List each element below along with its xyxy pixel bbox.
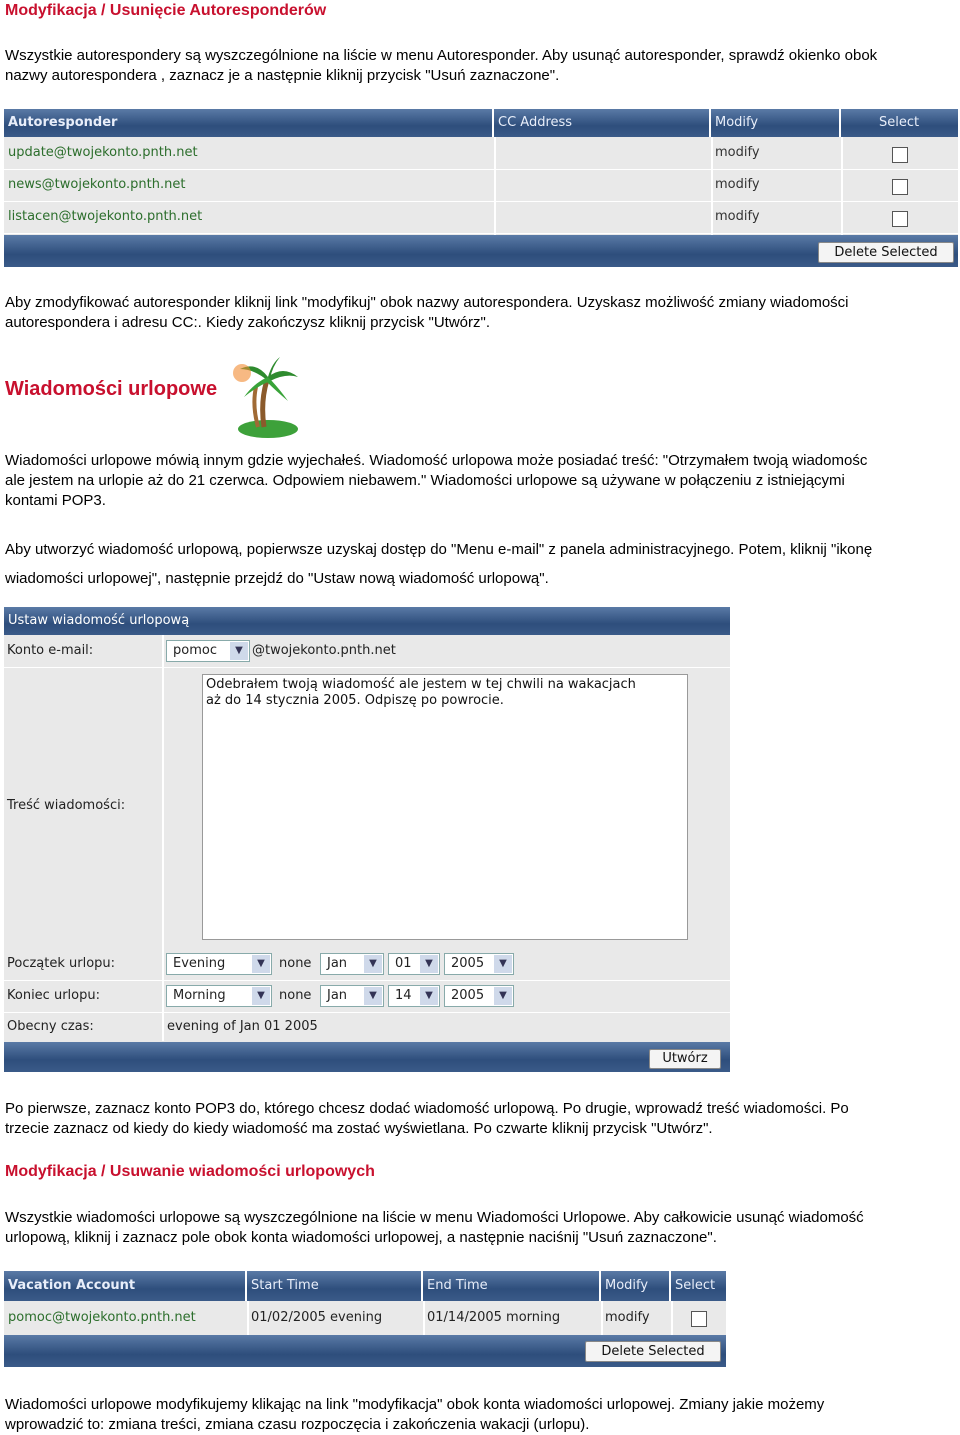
modify-link[interactable]: modify: [715, 145, 760, 160]
select-checkbox[interactable]: [892, 147, 908, 163]
table-row: [4, 201, 958, 234]
chevron-down-icon: ▼: [494, 955, 512, 973]
select-checkbox[interactable]: [892, 211, 908, 227]
vacation-end: 01/14/2005 morning: [427, 1310, 561, 1325]
modify-link[interactable]: modify: [715, 177, 760, 192]
vacation-form: [4, 607, 730, 1072]
paragraph-steps: Po pierwsze, zaznacz konto POP3 do, którego chcesz dodać wiadomość urlopową. Po drugie, wprowadź treść wiadomości. Po trzecie zaznacz od kiedy do kiedy wiadomość ma zostać wyświetlana. Po czwarte kliknij przycisk "Utwórz".: [5, 1100, 849, 1137]
table-row: [4, 137, 958, 170]
start-row: [4, 948, 730, 981]
start-month-select[interactable]: Jan ▼: [320, 953, 384, 975]
now-row: [4, 1012, 730, 1043]
select-checkbox[interactable]: [691, 1311, 707, 1327]
start-label: Początek urlopu:: [7, 956, 116, 971]
table-row: [4, 1301, 726, 1336]
end-year-select[interactable]: 2005 ▼: [444, 985, 514, 1007]
col-header-account: Vacation Account: [4, 1271, 247, 1301]
end-none: none: [279, 988, 312, 1003]
end-time-select[interactable]: Morning ▼: [166, 985, 272, 1007]
chevron-down-icon: ▼: [420, 955, 438, 973]
account-select[interactable]: pomoc ▼: [166, 640, 250, 662]
chevron-down-icon: ▼: [364, 955, 382, 973]
paragraph-footer: Wiadomości urlopowe modyfikujemy klikając na link "modyfikacja" obok konta wiadomości urlopowej. Zmiany jakie możemy wprowadzić to: zmiana treści, zmiana czasu rozpoczęcia i zakończenia wakacji (urlopu).: [5, 1396, 825, 1433]
section-title-autoresponders: Modyfikacja / Usunięcie Autoresponderów: [5, 2, 327, 19]
chevron-down-icon: ▼: [252, 955, 270, 973]
paragraph-vacation-intro: Wiadomości urlopowe mówią innym gdzie wyjechałeś. Wiadomość urlopowa może posiadać treść: "Otrzymałem twoją wiadomośc ale jestem na urlopie aż do 21 czerwca. Odpowiem niebawem." Wiadomości urlopowe są używane w połączeniu z istniejącymi kontami POP3.: [5, 452, 868, 509]
vacation-account: pomoc@twojekonto.pnth.net: [8, 1310, 196, 1325]
create-button[interactable]: Utwórz: [649, 1049, 721, 1069]
col-header-modify: Modify: [601, 1271, 671, 1301]
account-label: Konto e-mail:: [7, 643, 94, 658]
palm-tree-icon: [228, 355, 304, 439]
chevron-down-icon: ▼: [494, 987, 512, 1005]
col-header-select: Select: [675, 1278, 716, 1293]
table-row: [4, 169, 958, 202]
section-title-modify-vacation: Modyfikacja / Usuwanie wiadomości urlopowych: [5, 1163, 375, 1180]
now-label: Obecny czas:: [7, 1019, 94, 1034]
paragraph-vacation-create: Aby utworzyć wiadomość urlopową, popierwsze uzyskaj dostęp do "Menu e-mail" z panela administracyjnego. Potem, kliknij "ikonę wiadomości urlopowej", następnie przejdź do "Ustaw nową wiadomość urlopową".: [5, 541, 873, 587]
start-year-select[interactable]: 2005 ▼: [444, 953, 514, 975]
autoresponder-table: [4, 109, 958, 267]
autoresponder-address: listacen@twojekonto.pnth.net: [8, 209, 203, 224]
end-label: Koniec urlopu:: [7, 988, 100, 1003]
start-day-select[interactable]: 01 ▼: [388, 953, 440, 975]
section-title-vacation: Wiadomości urlopowe: [5, 378, 218, 400]
end-day-select[interactable]: 14 ▼: [388, 985, 440, 1007]
paragraph-delete-info: Wszystkie autorespondery są wyszczególnione na liście w menu Autoresponder. Aby usunąć autoresponder, sprawdź okienko obok nazwy autorespondera , zaznacz je a następnie kliknij przycisk "Usuń zaznaczone".: [5, 47, 878, 84]
account-domain: @twojekonto.pnth.net: [252, 643, 396, 658]
col-header-cc: CC Address: [494, 109, 711, 137]
col-header-select: Select: [879, 115, 920, 130]
start-time-select[interactable]: Evening ▼: [166, 953, 272, 975]
vacation-start: 01/02/2005 evening: [251, 1310, 383, 1325]
start-none: none: [279, 956, 312, 971]
message-textarea[interactable]: Odebrałem twoją wiadomość ale jestem w tej chwili na wakacjach aż do 14 stycznia 2005. Odpiszę po powrocie.: [202, 674, 688, 940]
select-checkbox[interactable]: [892, 179, 908, 195]
paragraph-modify-info: Aby zmodyfikować autoresponder kliknij link "modyfikuj" obok nazwy autorespondera. Uzyskasz możliwość zmiany wiadomości autorespondera i adresu CC:. Kiedy zakończysz kliknij przycisk "Utwórz".: [5, 294, 849, 331]
col-header-autoresponder: Autoresponder: [4, 109, 494, 137]
autoresponder-address: news@twojekonto.pnth.net: [8, 177, 186, 192]
chevron-down-icon: ▼: [420, 987, 438, 1005]
chevron-down-icon: ▼: [252, 987, 270, 1005]
delete-selected-button[interactable]: Delete Selected: [585, 1341, 721, 1362]
message-label: Treść wiadomości:: [7, 798, 126, 813]
vacation-table: [4, 1271, 726, 1367]
autoresponder-address: update@twojekonto.pnth.net: [8, 145, 198, 160]
modify-link[interactable]: modify: [715, 209, 760, 224]
paragraph-delete-vacation: Wszystkie wiadomości urlopowe są wyszczególnione na liście w menu Wiadomości Urlopowe. Aby całkowicie usunąć wiadomość urlopową, kliknij i zaznacz pole obok konta wiadomości urlopowej, a następnie naciśnij "Usuń zaznaczone".: [5, 1209, 864, 1246]
col-header-modify: Modify: [711, 109, 841, 137]
modify-link[interactable]: modify: [605, 1310, 650, 1325]
col-header-start: Start Time: [247, 1271, 423, 1301]
chevron-down-icon: ▼: [364, 987, 382, 1005]
col-header-end: End Time: [423, 1271, 601, 1301]
end-row: [4, 980, 730, 1013]
now-value: evening of Jan 01 2005: [167, 1019, 318, 1034]
delete-selected-button[interactable]: Delete Selected: [818, 242, 954, 263]
account-row: [4, 635, 730, 668]
form-title: Ustaw wiadomość urlopową: [4, 607, 730, 635]
message-row: [4, 668, 730, 946]
end-month-select[interactable]: Jan ▼: [320, 985, 384, 1007]
chevron-down-icon: ▼: [230, 642, 248, 660]
